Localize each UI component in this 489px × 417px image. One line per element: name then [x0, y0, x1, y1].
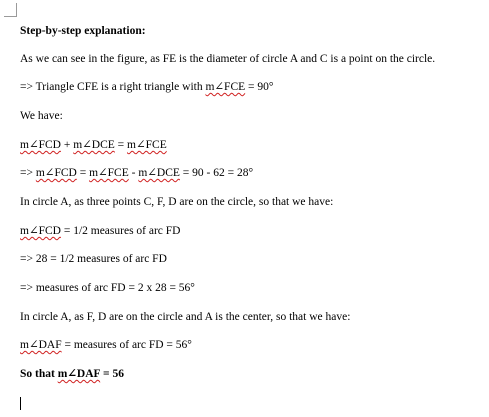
spellcheck-term: m∠DCE [73, 139, 115, 151]
paragraph-2 [20, 80, 273, 94]
spellcheck-term: m∠DAF [57, 368, 101, 380]
paragraph-11 [20, 338, 192, 352]
text-segment: = 56 [100, 368, 124, 380]
text-segment: = 90 - 62 = 28° [179, 167, 254, 179]
spellcheck-term: m∠FCD [35, 167, 77, 179]
paragraph-3: We have: [20, 110, 63, 122]
paragraph-4 [20, 138, 167, 152]
spellcheck-term: m∠DAF [20, 339, 62, 351]
paragraph-5 [20, 166, 253, 180]
explanation-heading: Step-by-step explanation: [20, 25, 146, 37]
spellcheck-term: m∠FCE [89, 167, 129, 179]
spellcheck-term: m∠FCE [127, 139, 167, 151]
spellcheck-term: m∠DCE [138, 167, 180, 179]
text-segment: = [114, 139, 128, 151]
text-segment: - [128, 167, 139, 179]
text-segment: = 90° [245, 81, 274, 93]
text-segment: + [60, 139, 74, 151]
margin-corner-mark [4, 3, 17, 17]
paragraph-6: In circle A, as three points C, F, D are on the circle, so that we have: [20, 196, 334, 208]
text-segment: = 1/2 measures of arc FD [60, 225, 181, 237]
paragraph-8: => 28 = 1/2 measures of arc FD [20, 253, 167, 265]
text-segment: = [76, 167, 90, 179]
text-segment: => Triangle CFE is a right triangle with [20, 81, 206, 93]
paragraph-10: In circle A, as F, D are on the circle and A is the center, so that we have: [20, 311, 351, 323]
text-segment: So that [20, 368, 58, 380]
spellcheck-term: m∠FCD [20, 225, 61, 237]
spellcheck-term: m∠FCE [205, 81, 246, 93]
conclusion-line [20, 367, 124, 381]
text-cursor[interactable] [20, 397, 21, 410]
paragraph-1: As we can see in the figure, as FE is the diameter of circle A and C is a point on the circle. [20, 53, 436, 65]
text-segment: => [20, 167, 36, 179]
paragraph-9: => measures of arc FD = 2 x 28 = 56° [20, 282, 195, 294]
text-segment: = measures of arc FD = 56° [61, 339, 192, 351]
spellcheck-term: m∠FCD [20, 139, 61, 151]
paragraph-7 [20, 224, 181, 238]
